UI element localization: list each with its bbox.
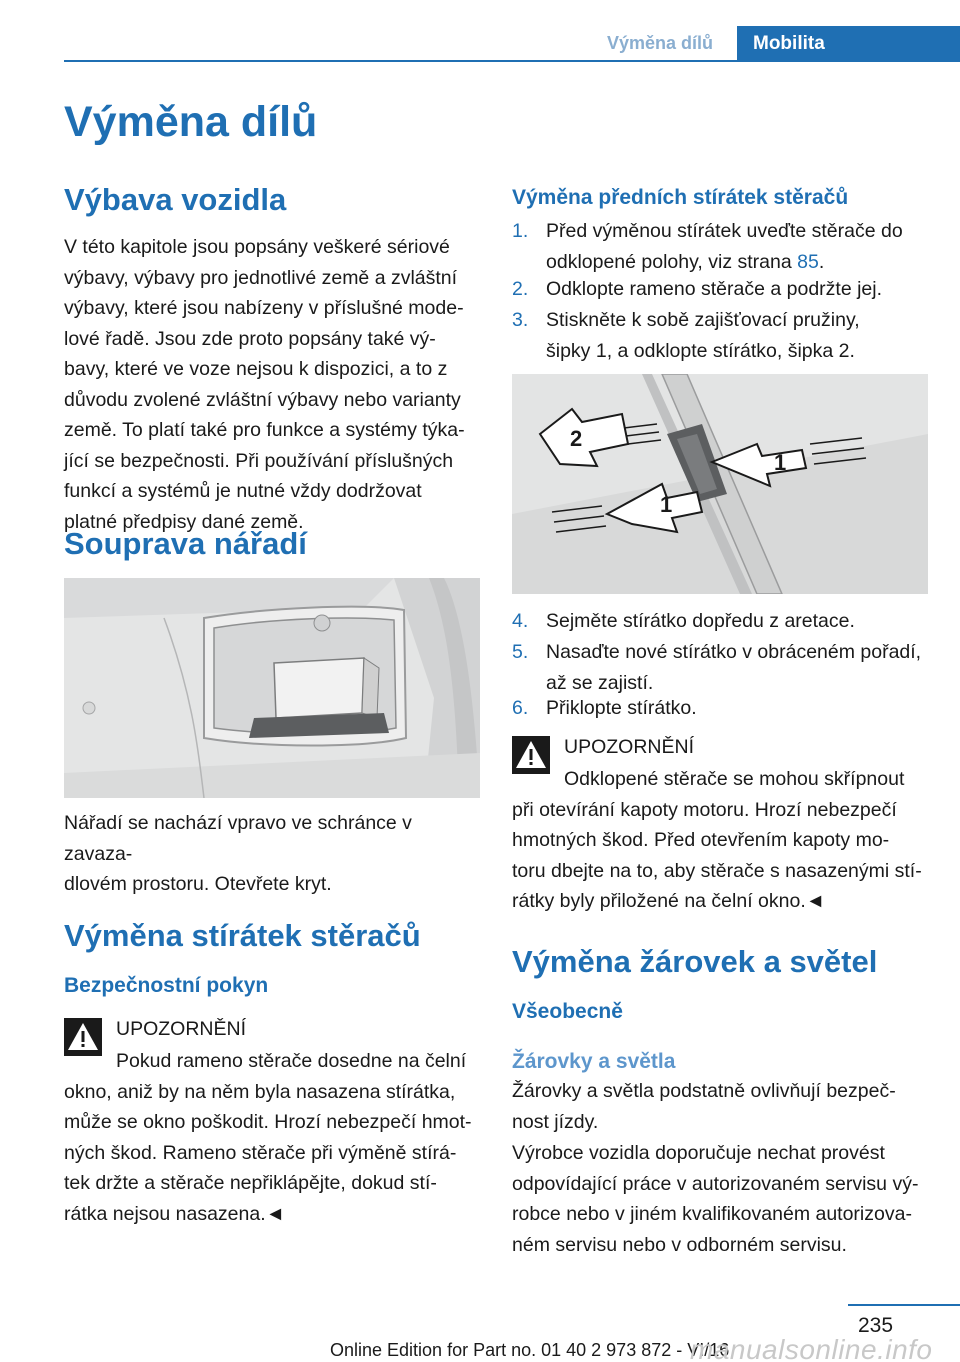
text-line: dlovém prostoru. Otevřete kryt.	[64, 873, 332, 895]
step-text	[546, 637, 936, 698]
bulbs-heading: Výměna žárovek a světel	[512, 944, 878, 979]
equipment-text	[64, 232, 484, 537]
text-line: šipky 1, a odklopte stírátko, šipka 2.	[546, 339, 855, 362]
text-line: při otevírání kapoty motoru. Hrozí nebezpečí	[512, 798, 897, 821]
text-line: až se zajistí.	[546, 671, 654, 694]
text-line: Nasaďte nové stírátko v obráceném pořadí,	[546, 641, 922, 663]
general-subheading: Všeobecně	[512, 1000, 623, 1023]
text-line: nost jízdy.	[512, 1110, 599, 1133]
toolkit-figure	[64, 578, 480, 798]
front-wiper-warning	[512, 736, 942, 912]
page-number: 235	[858, 1314, 894, 1337]
text-line: Přiklopte stírátko.	[546, 697, 697, 719]
text-line: výbavy, výbavy pro jednotlivé země a zvláštní	[64, 266, 458, 289]
step-number: 5.	[512, 641, 529, 663]
arrow-label-1b: 1	[774, 450, 787, 475]
step-text	[546, 305, 936, 366]
wiper-figure	[512, 374, 928, 594]
arrow-label-2: 2	[570, 426, 583, 451]
toolkit-heading: Souprava nářadí	[64, 526, 307, 561]
text-line: bavy, které ve voze nejsou k dispozici, a to z	[64, 358, 448, 380]
bulbs-paragraph-1	[512, 1076, 942, 1137]
wipers-heading: Výměna stírátek stěračů	[64, 918, 421, 953]
text-line: může se okno poškodit. Hrozí nebezpečí hmot-	[64, 1111, 472, 1133]
text-line: jící se bezpečnosti. Při používání příslušných	[64, 449, 454, 472]
step-text	[546, 693, 936, 724]
text-line: okno, aniž by na něm byla nasazena stírátka,	[64, 1080, 456, 1103]
text-line: lové řadě. Jsou zde proto popsány také vý-	[64, 327, 436, 350]
header-section-tab[interactable]: Výměna dílů	[606, 33, 714, 53]
watermark: manualsonline.info	[690, 1334, 933, 1362]
text-line	[546, 247, 936, 278]
step-item	[512, 274, 942, 305]
step-text	[546, 274, 936, 305]
header-chapter-tab[interactable]: Mobilita	[737, 26, 960, 62]
safety-subheading: Bezpečnostní pokyn	[64, 974, 269, 997]
step-text	[546, 606, 936, 637]
warning-title: UPOZORNĚNÍ	[564, 736, 695, 758]
step-number: 3.	[512, 309, 529, 331]
text-line: důvodu zvolené zvláštní výbavy nebo varianty	[64, 388, 461, 411]
text-line: ných škod. Rameno stěrače při výměně stírá-	[64, 1141, 457, 1164]
footer-rule	[848, 1304, 960, 1306]
warning-body	[64, 1046, 484, 1229]
text-line: rátky byly přiložené na čelní okno.◄	[512, 890, 826, 912]
step-number: 2.	[512, 278, 529, 300]
text-line: země. To platí také pro funkce a systémy týka-	[64, 419, 465, 441]
text-line: ném servisu nebo v odborném servisu.	[512, 1233, 847, 1256]
front-wipers-heading: Výměna předních stírátek stěračů	[512, 186, 849, 209]
step-item	[512, 216, 942, 278]
bulbs-subsubheading: Žárovky a světla	[512, 1050, 676, 1073]
text-fragment: .	[818, 250, 825, 273]
equipment-heading: Výbava vozidla	[64, 182, 287, 217]
warning-body	[512, 764, 942, 917]
step-item	[512, 606, 942, 637]
text-line: Výrobce vozidla doporučuje nechat provést	[512, 1142, 885, 1164]
page-link[interactable]: 85	[797, 250, 819, 273]
text-line: Sejměte stírátko dopředu z aretace.	[546, 610, 855, 632]
edition-text: Online Edition for Part no. 01 40 2 973 872 - VI/16	[330, 1340, 730, 1360]
step-item	[512, 637, 942, 699]
text-line: tek držte a stěrače nepřiklápějte, dokud stí-	[64, 1172, 437, 1194]
text-line: robce nebo v jiném kvalifikovaném autorizova-	[512, 1203, 912, 1225]
header-rule	[64, 60, 960, 62]
step-text	[546, 216, 936, 277]
step-number: 6.	[512, 697, 529, 719]
step-number: 4.	[512, 610, 529, 632]
text-line: Před výměnou stírátek uveďte stěrače do	[546, 220, 903, 242]
step-item	[512, 305, 942, 367]
text-line: Žárovky a světla podstatně ovlivňují bezpeč-	[512, 1080, 896, 1102]
text-line: Odklopené stěrače se mohou skřípnout	[564, 768, 905, 790]
text-line: V této kapitole jsou popsány veškeré sériové	[64, 236, 450, 258]
text-line: funkcí a systémů je nutné vždy dodržovat	[64, 480, 422, 502]
text-line: Pokud rameno stěrače dosedne na čelní	[116, 1050, 467, 1072]
text-line: Nářadí se nachází vpravo ve schránce v zavaza-	[64, 812, 412, 865]
toolkit-text	[64, 808, 484, 900]
warning-title: UPOZORNĚNÍ	[116, 1018, 247, 1040]
arrow-label-1: 1	[660, 492, 673, 517]
bulbs-paragraph-2	[512, 1138, 942, 1260]
wiper-warning	[64, 1018, 484, 1225]
step-item	[512, 693, 942, 724]
text-fragment: odklopené polohy, viz strana	[546, 250, 798, 273]
text-line: odpovídající práce v autorizovaném servisu vý-	[512, 1172, 919, 1195]
text-line: platné předpisy dané země.	[64, 510, 304, 533]
text-line: Odklopte rameno stěrače a podržte jej.	[546, 278, 883, 300]
text-line: hmotných škod. Před otevřením kapoty mo-	[512, 829, 890, 851]
text-line: Stiskněte k sobě zajišťovací pružiny,	[546, 309, 860, 331]
step-number: 1.	[512, 220, 529, 242]
text-line: výbavy, které jsou nabízeny v příslušné mode-	[64, 297, 464, 319]
text-line: toru dbejte na to, aby stěrače s nasazenými stí-	[512, 859, 922, 882]
page-title: Výměna dílů	[64, 98, 318, 146]
text-line: rátka nejsou nasazena.◄	[64, 1202, 285, 1225]
